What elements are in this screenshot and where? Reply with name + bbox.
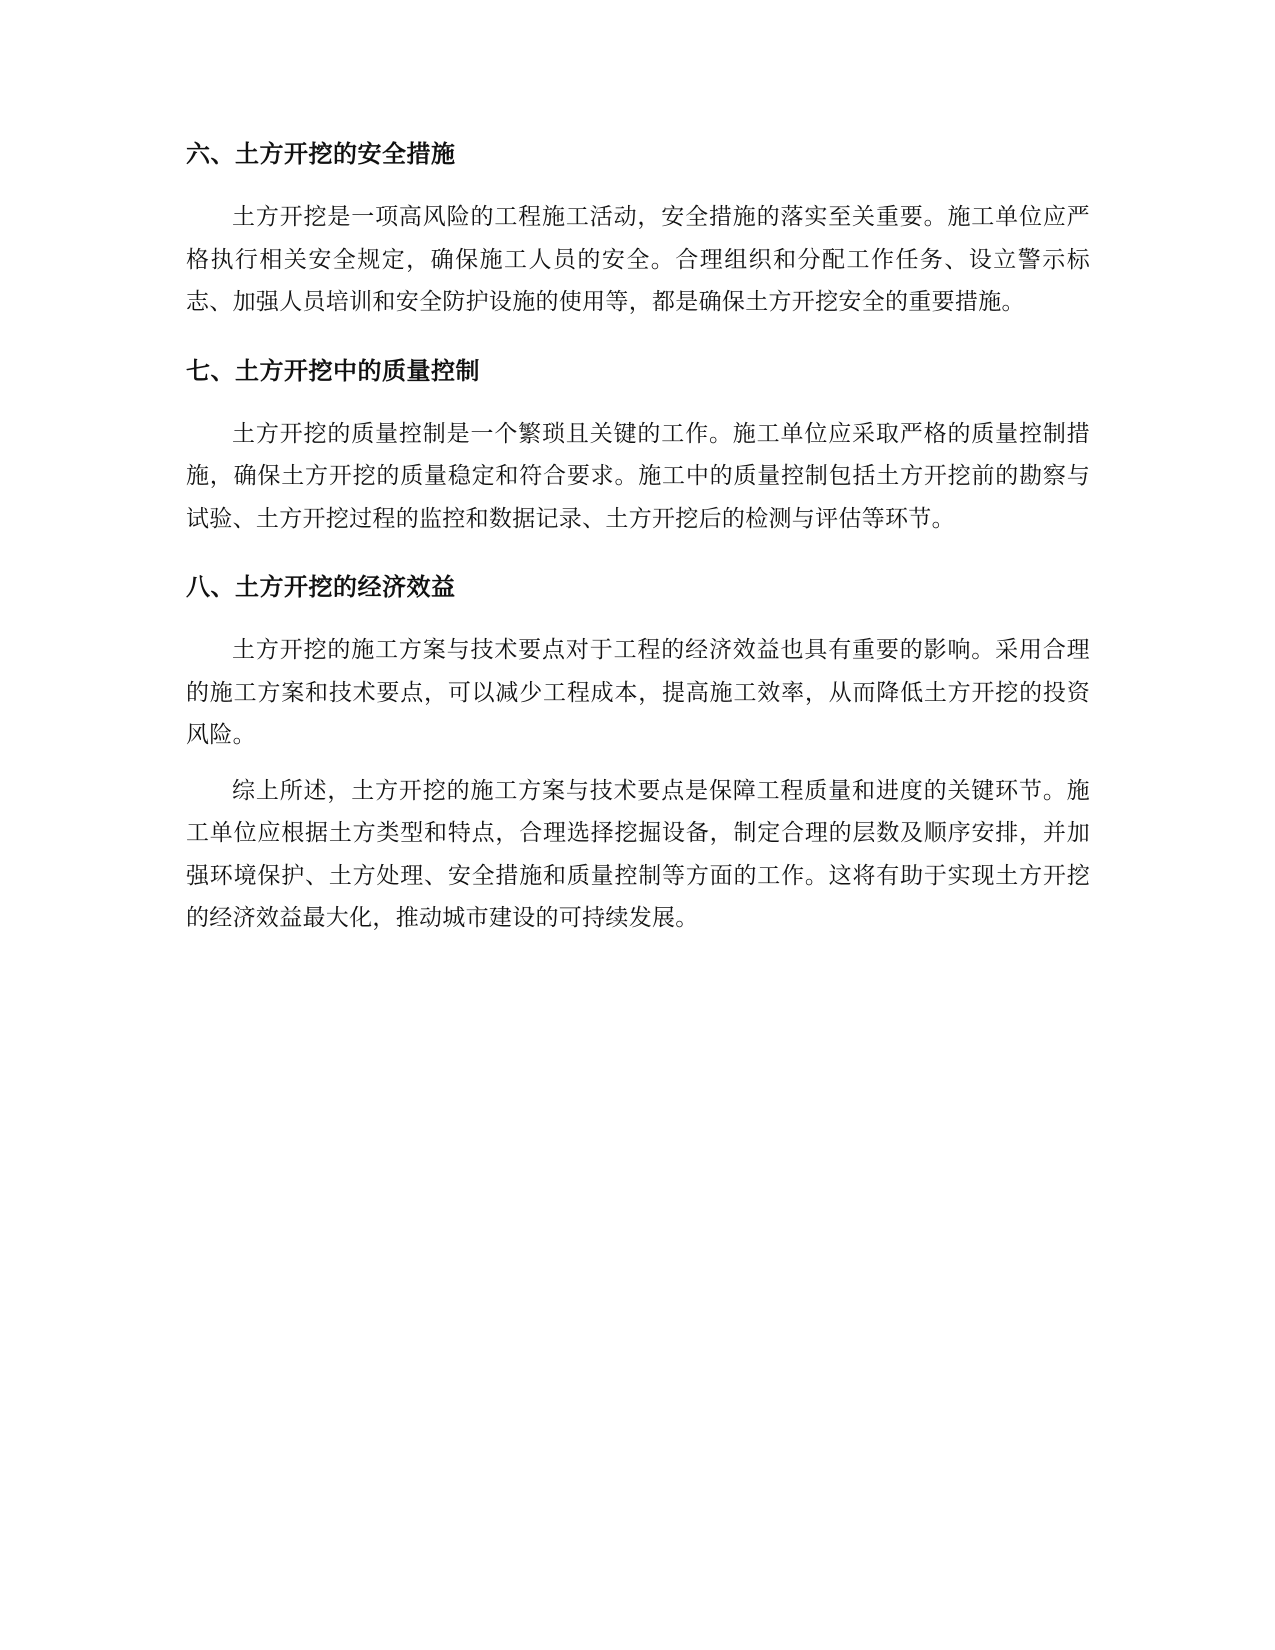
section-heading-quality: 七、土方开挖中的质量控制 [186, 356, 480, 385]
paragraph-conclusion: 综上所述，土方开挖的施工方案与技术要点是保障工程质量和进度的关键环节。施工单位应根据土方类型和特点，合理选择挖掘设备，制定合理的层数及顺序安排，并加强环境保护、土方处理、安全措施和质量控制等方面的工作。这将有助于实现土方开挖的经济效益最大化，推动城市建设的可持续发展。 [186, 777, 1090, 931]
section-heading-economic: 八、土方开挖的经济效益 [186, 573, 456, 601]
paragraph-safety: 土方开挖是一项高风险的工程施工活动，安全措施的落实至关重要。施工单位应严格执行相关安全规定，确保施工人员的安全。合理组织和分配工作任务、设立警示标志、加强人员培训和安全防护设施的使用等，都是确保土方开挖安全的重要措施。 [186, 204, 1090, 315]
section-heading-safety: 六、土方开挖的安全措施 [186, 140, 456, 168]
paragraph-quality: 土方开挖的质量控制是一个繁琐且关键的工作。施工单位应采取严格的质量控制措施，确保土方开挖的质量稳定和符合要求。施工中的质量控制包括土方开挖前的勘察与试验、土方开挖过程的监控和数据记录、土方开挖后的检测与评估等环节。 [186, 420, 1090, 532]
paragraph-economic: 土方开挖的施工方案与技术要点对于工程的经济效益也具有重要的影响。采用合理的施工方案和技术要点，可以减少工程成本，提高施工效率，从而降低土方开挖的投资风险。 [186, 637, 1090, 748]
document-body [186, 132, 1090, 940]
